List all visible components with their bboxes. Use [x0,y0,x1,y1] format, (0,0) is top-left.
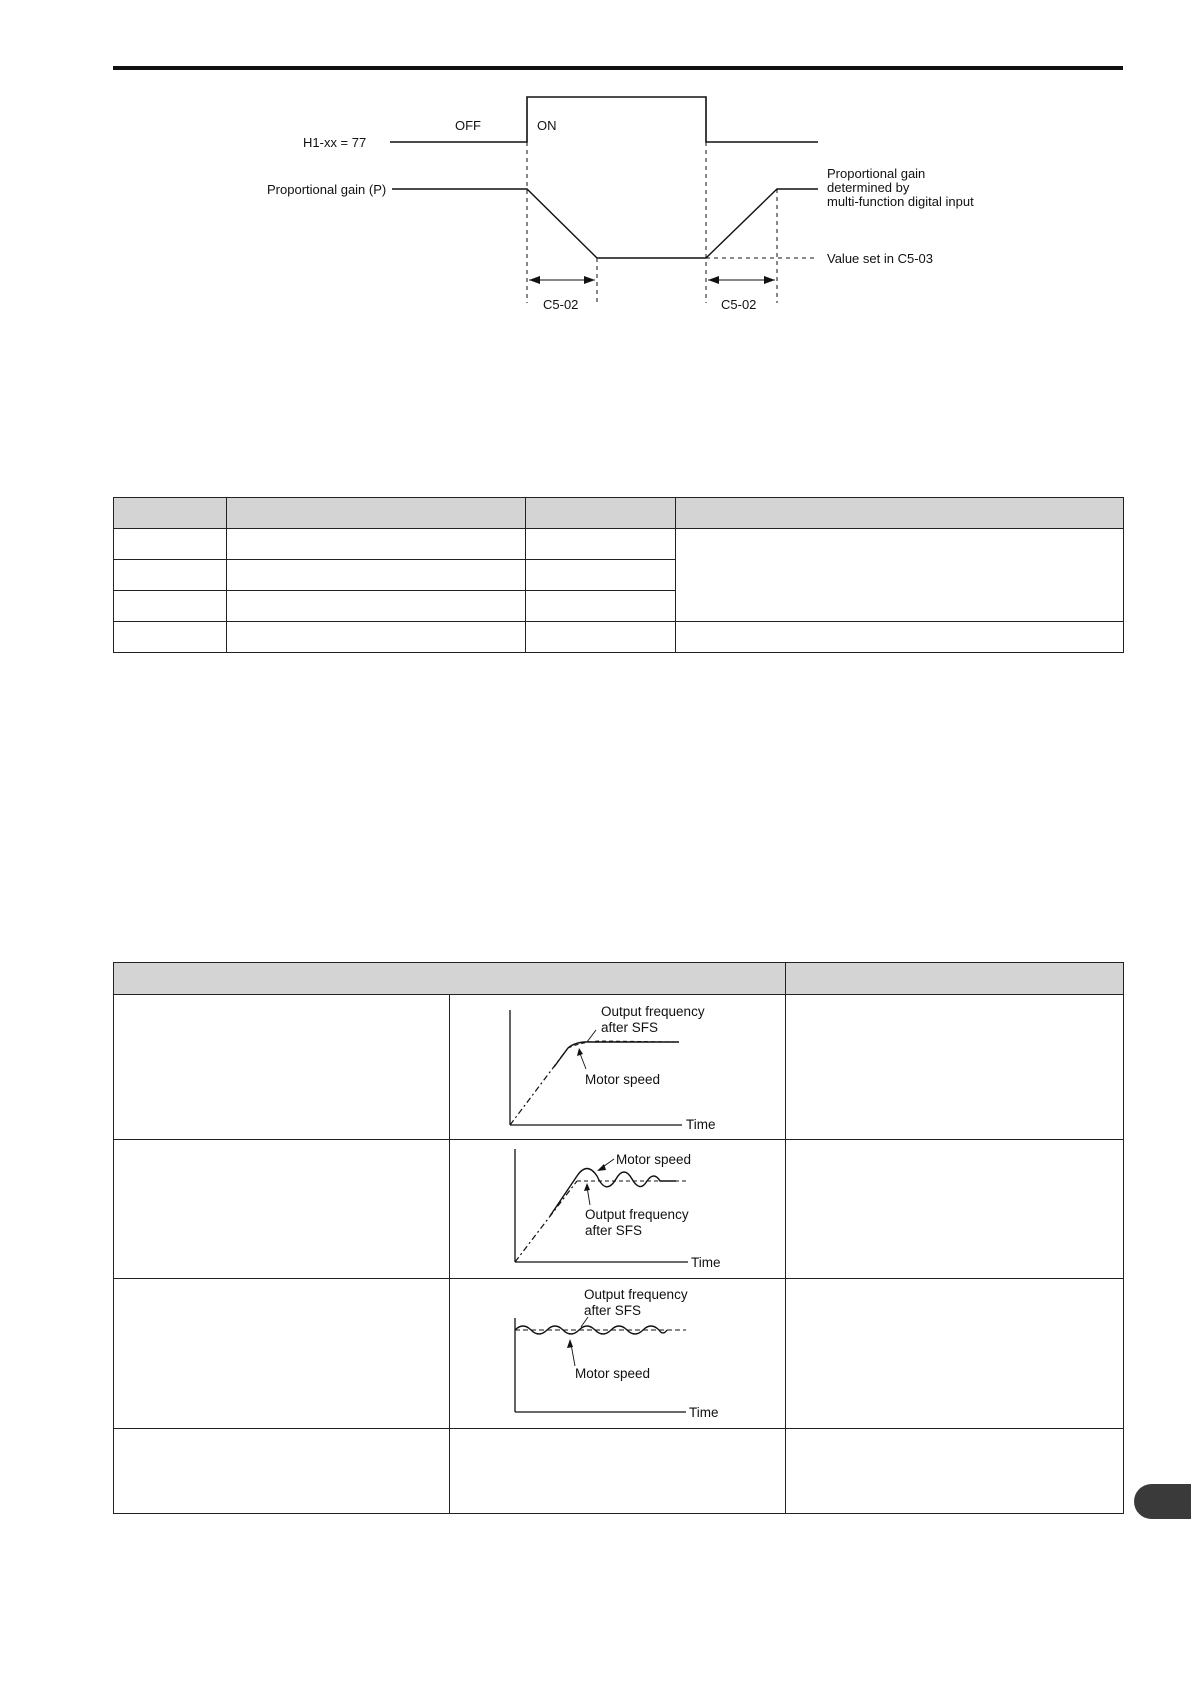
fig3-output-label-1: Output frequency [584,1286,688,1302]
c502-arrow-1 [529,276,595,284]
response-figure-1 [450,996,784,1139]
tuning-table-header [114,963,1124,995]
c502-arrow-2 [708,276,775,284]
fig3-time-label: Time [689,1404,719,1420]
p-gain-label: Proportional gain (P) [267,182,387,197]
table-row [114,529,1124,560]
fig2-output-label-1: Output frequency [585,1206,689,1222]
gain-note-line2: determined by [827,180,910,195]
table-row [114,622,1124,653]
fig2-output-label-2: after SFS [585,1222,643,1238]
fig3-output-label-2: after SFS [584,1302,642,1318]
table-row [114,1140,1124,1279]
fig1-output-label-2: after SFS [601,1019,659,1035]
on-label: ON [537,118,557,133]
fig2-motor-label: Motor speed [616,1151,692,1167]
p-gain-curve [392,189,818,258]
table-row [114,1429,1124,1514]
c503-label: Value set in C5-03 [827,251,933,266]
response-figure-3 [450,1280,784,1428]
fig2-time-label: Time [691,1254,721,1270]
fig1-time-label: Time [686,1116,716,1132]
table-row [114,1279,1124,1429]
fig1-output-label-1: Output frequency [601,1003,705,1019]
response-figure-2 [450,1141,784,1278]
fig3-motor-label: Motor speed [575,1365,651,1381]
h1-label: H1-xx = 77 [303,135,367,150]
gain-note-line3: multi-function digital input [827,194,974,209]
param-table-header [114,498,1124,529]
off-label: OFF [455,118,481,133]
gain-note-line1: Proportional gain [827,166,926,181]
fig1-motor-label: Motor speed [585,1071,661,1087]
c502-label-2: C5-02 [721,297,757,312]
chapter-tab [1134,1484,1191,1519]
pi-gain-timing-diagram [0,0,1191,320]
table-row [114,995,1124,1140]
c502-label-1: C5-02 [543,297,579,312]
parameter-table [113,497,1124,653]
tuning-table [113,962,1124,1514]
